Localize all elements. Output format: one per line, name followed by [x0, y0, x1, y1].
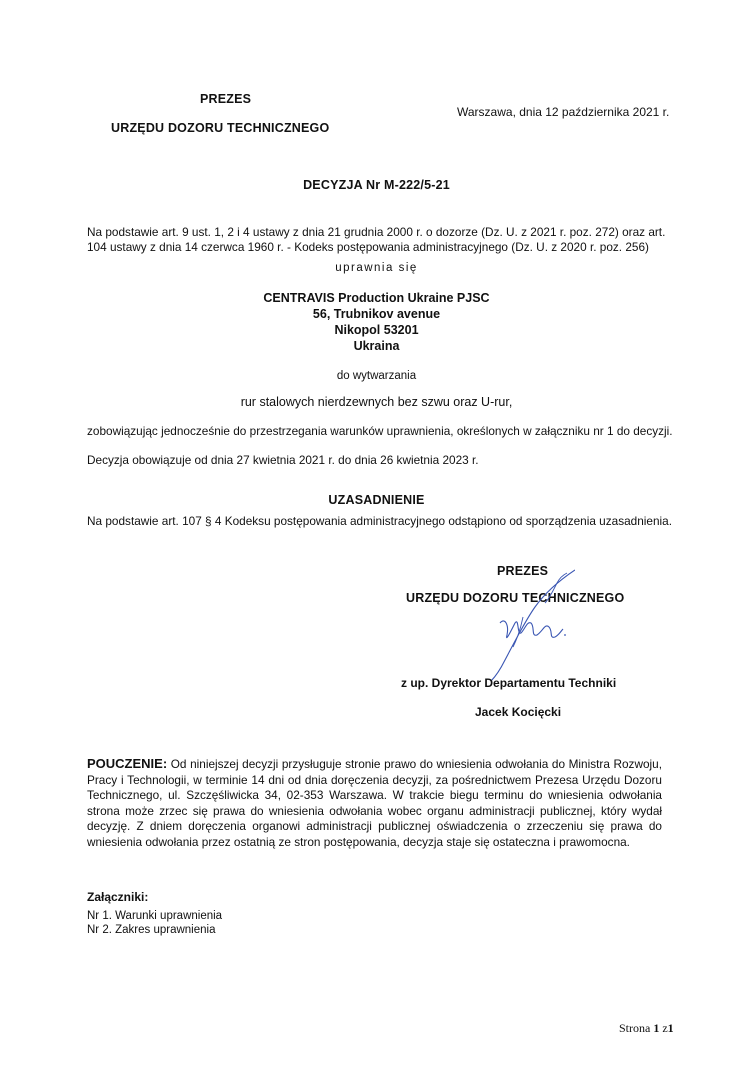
- authorizes-text: uprawnia się: [335, 262, 418, 274]
- page-number: [619, 1021, 674, 1036]
- recipient-street: 56, Trubnikov avenue: [312, 307, 441, 321]
- page-total: 1: [667, 1021, 674, 1035]
- signature-line1: PREZES: [497, 564, 549, 578]
- scope-intro: do wytwarzania: [336, 370, 417, 382]
- header-authority-line1: PREZES: [200, 92, 252, 106]
- legal-basis: Na podstawie art. 9 ust. 1, 2 i 4 ustawy z dnia 21 grudnia 2000 r. o dozorze (Dz. U. z 2021 r. poz. 272) oraz art. 104 ustawy z dnia 14 czerwca 1960 r. - Kodeks postępowania administracyjnego (Dz. U. z 2020 r. poz. 256): [87, 225, 666, 254]
- instruction-label: POUCZENIE:: [87, 756, 168, 771]
- recipient-name: CENTRAVIS Production Ukraine PJSC: [263, 291, 490, 305]
- instruction-text: Od niniejszej decyzji przysługuje stronie prawo do wniesienia odwołania do Ministra Rozwoju, Pracy i Technologii, w terminie 14 dni od dnia doręczenia decyzji, za pośrednictwem Prezesa Urzędu Dozoru Technicznego, ul. Szczęśliwicka 34, 02-353 Warszawa. W trakcie biegu terminu do wniesienia odwołania strona może zrzec się prawa do wniesienia odwołania wobec organu administracji publicznej, który wydał decyzję. Z dniem doręczenia organowi administracji publicznej oświadczenia o zrzeczeniu się prawa do wniesienia odwołania przez ostatnią ze stron postępowania, decyzja staje się ostateczna i prawomocna.: [87, 757, 662, 849]
- scope-text: rur stalowych nierdzewnych bez szwu oraz U-rur,: [240, 395, 513, 409]
- attachment-item-2: Nr 2. Zakres uprawnienia: [87, 924, 216, 936]
- instruction-block: [87, 756, 662, 850]
- recipient-block: [0, 290, 753, 354]
- attachments-list: [87, 909, 222, 937]
- justification-text: Na podstawie art. 107 § 4 Kodeksu postępowania administracyjnego odstąpiono od sporządzenia uzasadnienia.: [87, 514, 672, 528]
- page-label: Strona: [619, 1021, 651, 1035]
- signature-on-behalf: z up. Dyrektor Departamentu Techniki: [401, 676, 617, 690]
- place-date: Warszawa, dnia 12 października 2021 r.: [457, 105, 670, 119]
- attachment-item-1: Nr 1. Warunki uprawnienia: [87, 910, 223, 922]
- recipient-country: Ukraina: [353, 339, 400, 353]
- header-authority-line2: URZĘDU DOZORU TECHNICZNEGO: [111, 121, 330, 135]
- page-current: 1: [653, 1021, 660, 1035]
- signature-scribble-icon: [465, 565, 575, 685]
- attachments-title: Załączniki:: [87, 890, 149, 904]
- signature-line2: URZĘDU DOZORU TECHNICZNEGO: [406, 591, 625, 605]
- signature-name: Jacek Kocięcki: [475, 705, 562, 719]
- recipient-city: Nikopol 53201: [334, 323, 419, 337]
- handwritten-signature: [465, 565, 575, 685]
- page-sep: z: [662, 1021, 668, 1035]
- obligation-text: zobowiązując jednocześnie do przestrzegania warunków uprawnienia, określonych w załączniku nr 1 do decyzji.: [87, 424, 673, 438]
- decision-title: DECYZJA Nr M-222/5-21: [303, 178, 450, 192]
- justification-title: UZASADNIENIE: [328, 493, 425, 507]
- validity-text: Decyzja obowiązuje od dnia 27 kwietnia 2021 r. do dnia 26 kwietnia 2023 r.: [87, 453, 479, 467]
